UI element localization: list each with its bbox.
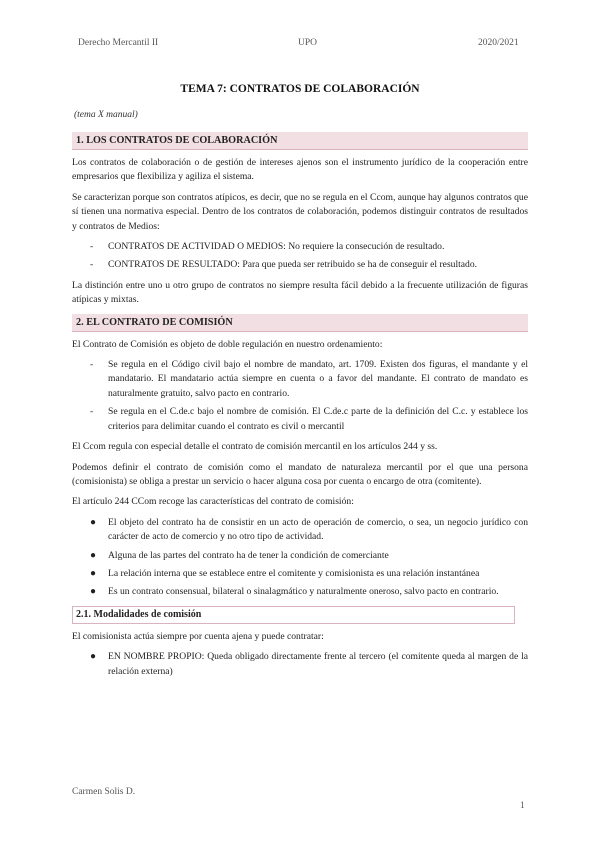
paragraph: El artículo 244 CCom recoge las características del contrato de comisión: [72,496,354,508]
dash-marker: - [90,259,94,271]
bullet-icon: ● [90,651,97,663]
bullet-list [72,516,528,600]
section-heading-2: 2. EL CONTRATO DE COMISIÓN [72,314,528,332]
bullet-list [72,650,528,679]
list-item: ● El objeto del contrato ha de consistir en un acto de operación de comercio, o sea, un negocio jurídico con carácter de acto de comercio y no otro tipo de actividad. [90,516,528,543]
document-body [72,132,528,685]
section-heading-1: 1. LOS CONTRATOS DE COLABORACIÓN [72,132,528,150]
bullet-icon: ● [90,516,97,528]
header-university: UPO [298,38,318,48]
footer-author: Carmen Solis D. [72,787,136,797]
dash-list [72,240,528,273]
dash-marker: - [90,406,94,418]
list-item: - CONTRATOS DE ACTIVIDAD O MEDIOS: No requiere la consecución de resultado. [72,240,528,254]
list-item: ● Alguna de las partes del contrato ha de tener la condición de comerciante [72,549,528,563]
list-item: ● Es un contrato consensual, bilateral o sinalagmático y naturalmente oneroso, salvo pacto en contrario. [72,585,528,599]
paragraph: El comisionista actúa siempre por cuenta ajena y puede contratar: [72,630,324,642]
list-item: ● EN NOMBRE PROPIO: Queda obligado directamente frente al tercero (el comitente queda al margen de la relación externa) [90,651,528,677]
paragraph: El Contrato de Comisión es objeto de doble regulación en nuestro ordenamiento: [72,338,383,350]
subsection-heading-2-1: 2.1. Modalidades de comisión [72,606,515,624]
paragraph: La distinción entre uno u otro grupo de contratos no siempre resulta fácil debido a la frecuente utilización de figuras atípicas y mixtas. [72,279,528,306]
paragraph: El Ccom regula con especial detalle el contrato de comisión mercantil en los artículos 244 y ss. [72,441,438,453]
document-title: TEMA 7: CONTRATOS DE COLABORACIÓN [180,83,420,95]
page-number: 1 [520,801,525,811]
paragraph: Se caracterizan porque son contratos atípicos, es decir, que no se regula en el Ccom, aunque hay algunos contratos que sí tienen una normativa especial. Dentro de los contratos de colaboración, podemos distinguir contratos de resultados y contratos de Medios: [72,191,528,232]
document-subtitle: (tema X manual) [74,110,138,120]
list-item: - CONTRATOS DE RESULTADO: Para que pueda ser retribuido se ha de conseguir el resultado. [72,258,528,272]
dash-marker: - [90,359,94,371]
bullet-icon: ● [90,549,97,561]
list-item: - Se regula en el C.de.c bajo el nombre de comisión. El C.de.c parte de la definición del C.c. y establece los criterios para delimitar cuando el contrato es civil o mercantil [90,406,528,432]
header-course: Derecho Mercantil II [78,38,159,48]
paragraph: Los contratos de colaboración o de gestión de intereses ajenos son el instrumento jurídico de la cooperación entre empresarios que flexibiliza y agiliza el sistema. [72,157,528,183]
dash-marker: - [90,241,94,253]
list-item: ● La relación interna que se establece entre el comitente y comisionista es una relación instantánea [72,567,528,581]
paragraph: Podemos definir el contrato de comisión como el mandato de naturaleza mercantil por el que una persona (comisionista) se obliga a prestar un servicio o hacer alguna cosa por cuenta o encargo de otra (comitente). [72,461,528,487]
header-year: 2020/2021 [478,38,519,48]
list-item: - Se regula en el Código civil bajo el nombre de mandato, art. 1709. Existen dos figuras, el mandante y el mandatario. El mandatario actúa siempre en cuenta o a favor del mandante. El contrato de mandato es naturalmente gratuito, salvo pacto en contrario. [90,359,528,399]
bullet-icon: ● [90,586,97,598]
bullet-icon: ● [90,567,97,579]
dash-list [72,358,528,434]
